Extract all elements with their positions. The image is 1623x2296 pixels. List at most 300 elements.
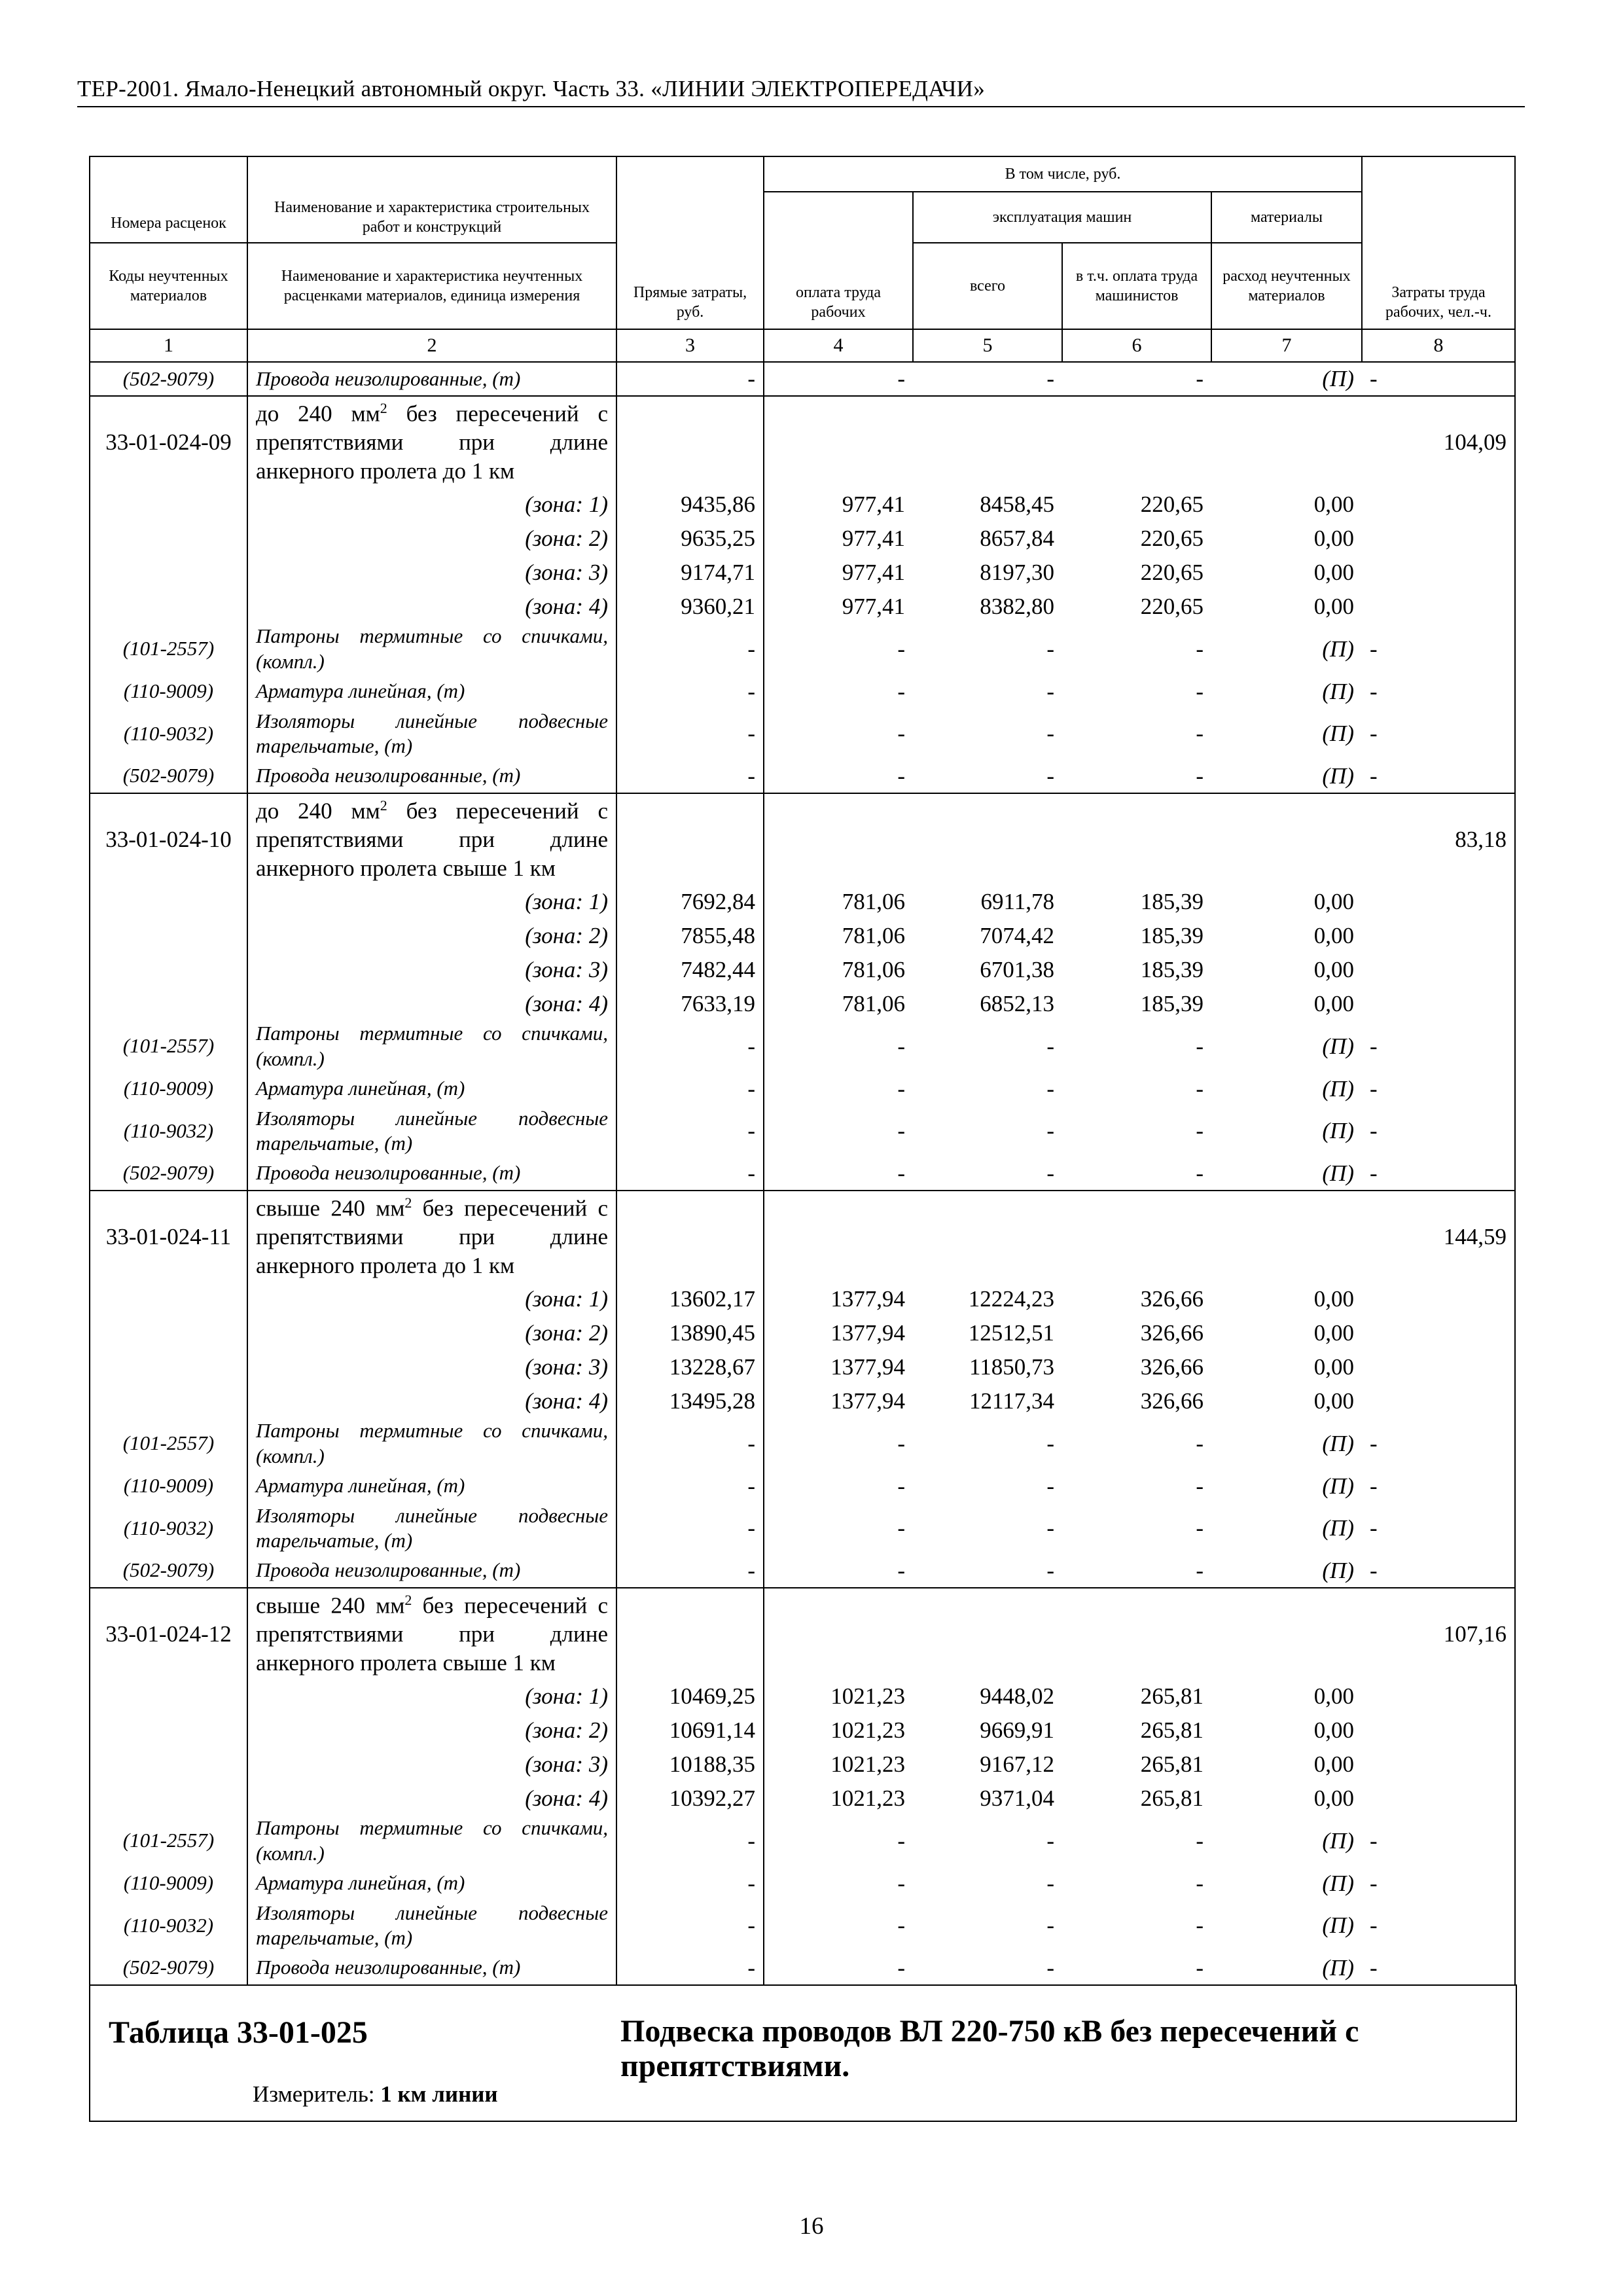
material-name: Арматура линейная, (т) — [247, 675, 616, 709]
rates-table — [89, 156, 1516, 1986]
material-labor: - — [897, 1827, 905, 1854]
material-direct: - — [616, 1554, 764, 1588]
empty-cell — [90, 488, 247, 522]
empty-cell — [90, 1316, 247, 1350]
direct-cost: 13890,45 — [616, 1316, 764, 1350]
worker-pay: 1377,94 — [830, 1320, 905, 1346]
empty-cell — [1211, 793, 1362, 885]
empty-cell — [1362, 885, 1515, 919]
unit-exponent: 2 — [404, 1194, 412, 1211]
material-machines: - — [913, 1951, 1062, 1985]
material-usage: 0,00 — [1313, 1751, 1354, 1778]
material-hours: - — [1362, 1418, 1515, 1469]
material-code: (110-9032) — [90, 709, 247, 760]
measure-value: 1 км линии — [380, 2081, 498, 2107]
material-code: (110-9009) — [90, 1867, 247, 1901]
material-direct: - — [616, 1951, 764, 1985]
machines-total: 9371,04 — [980, 1785, 1054, 1812]
zone-label: (зона: 2) — [247, 522, 616, 556]
direct-cost: 7633,19 — [616, 987, 764, 1021]
zone-row — [90, 1782, 1515, 1816]
zone-row — [90, 556, 1515, 590]
rate-row — [90, 1588, 1515, 1679]
material-hours: - — [1362, 1157, 1515, 1191]
material-direct: - — [616, 1469, 764, 1503]
material-name: Арматура линейная, (т) — [247, 1469, 616, 1503]
machines-total: 6911,78 — [980, 889, 1054, 915]
material-code: (110-9032) — [90, 1503, 247, 1554]
worker-pay: 977,41 — [842, 526, 905, 552]
zone-label: (зона: 4) — [247, 1384, 616, 1418]
material-labor: - — [897, 1515, 905, 1541]
machines-total: 6701,38 — [980, 957, 1054, 983]
labor-hours: 83,18 — [1362, 793, 1515, 885]
machinist-pay: 220,65 — [1140, 492, 1204, 518]
labor-hours: 107,16 — [1362, 1588, 1515, 1679]
material-machines: - — [1046, 636, 1054, 662]
material-usage: (П) — [1322, 1075, 1354, 1102]
machines-total: 12512,51 — [968, 1320, 1054, 1346]
material-labor: - — [897, 1870, 905, 1896]
material-direct: - — [616, 709, 764, 760]
rate-description-text: до 240 мм — [256, 401, 380, 427]
zone-label: (зона: 1) — [247, 1282, 616, 1316]
material-usage: 0,00 — [1313, 1286, 1354, 1312]
material-row — [90, 1816, 1515, 1867]
material-code: (502-9079) — [90, 362, 247, 396]
material-usage: 0,00 — [1313, 560, 1354, 586]
zone-row — [90, 522, 1515, 556]
empty-cell — [1362, 1713, 1515, 1748]
material-direct: - — [616, 624, 764, 675]
header-including: В том числе, руб. — [764, 156, 1362, 192]
material-row — [90, 675, 1515, 709]
next-table-description: Подвеска проводов ВЛ 220-750 кВ без пересечений с препятствиями. — [620, 2014, 1359, 2083]
material-machinist: - — [1196, 1827, 1204, 1854]
material-machinist: - — [1196, 1912, 1204, 1939]
material-usage: 0,00 — [1313, 1354, 1354, 1380]
machines-total: 8657,84 — [980, 526, 1054, 552]
material-direct: - — [616, 1901, 764, 1952]
zone-row — [90, 1350, 1515, 1384]
zone-row — [90, 1384, 1515, 1418]
material-direct: - — [616, 1072, 764, 1106]
machines-total: 12224,23 — [968, 1286, 1054, 1312]
material-usage: 0,00 — [1313, 1683, 1354, 1710]
empty-cell — [1362, 1384, 1515, 1418]
material-labor: - — [897, 1033, 905, 1059]
worker-pay: 781,06 — [842, 923, 905, 949]
header-machinist-pay: в т.ч. оплата труда машинистов — [1062, 243, 1211, 329]
machinist-pay: 265,81 — [1140, 1751, 1204, 1778]
material-direct: - — [616, 1503, 764, 1554]
material-code: (502-9079) — [90, 1554, 247, 1588]
rate-row — [90, 793, 1515, 885]
material-usage: (П) — [1322, 762, 1354, 789]
material-machines: - — [1046, 1075, 1054, 1102]
rate-description — [247, 1191, 616, 1282]
unit-exponent: 2 — [404, 1591, 412, 1608]
material-name: Изоляторы линейные подвесные тарельчатые, (т) — [247, 1901, 616, 1952]
material-code: (110-9032) — [90, 1106, 247, 1157]
empty-cell — [616, 396, 764, 488]
zone-label: (зона: 1) — [247, 488, 616, 522]
material-machinist: - — [1196, 1870, 1204, 1896]
machinist-pay: 326,66 — [1140, 1388, 1204, 1414]
empty-cell — [764, 1588, 913, 1679]
rate-description-text: свыше 240 мм — [256, 1592, 405, 1619]
material-usage: (П) — [1322, 1430, 1354, 1456]
material-row — [90, 1106, 1515, 1157]
material-labor: - — [897, 678, 905, 704]
material-code: (101-2557) — [90, 1021, 247, 1072]
material-row — [90, 1867, 1515, 1901]
material-row — [90, 709, 1515, 760]
zone-label: (зона: 3) — [247, 1350, 616, 1384]
material-machinist: - — [1196, 1118, 1204, 1144]
header-direct-costs: Прямые затраты, руб. — [616, 156, 764, 329]
zone-row — [90, 1713, 1515, 1748]
material-usage: (П) — [1322, 721, 1354, 747]
empty-cell — [90, 1384, 247, 1418]
direct-cost: 7855,48 — [616, 919, 764, 953]
material-code: (502-9079) — [90, 759, 247, 793]
material-hours: - — [1362, 1867, 1515, 1901]
header-rate-number: Номера расценок — [90, 156, 247, 243]
page-number: 16 — [799, 2213, 824, 2240]
header-materials: материалы — [1211, 192, 1362, 243]
material-usage: (П) — [1322, 1827, 1354, 1854]
material-machinist: - — [1196, 1160, 1204, 1186]
material-row — [90, 1469, 1515, 1503]
material-usage: 0,00 — [1313, 923, 1354, 949]
worker-pay: 781,06 — [842, 889, 905, 915]
material-labor: - — [764, 1951, 913, 1985]
material-labor: - — [897, 1430, 905, 1456]
material-hours: - — [1362, 624, 1515, 675]
material-name: Арматура линейная, (т) — [247, 1867, 616, 1901]
direct-cost: 9635,25 — [616, 522, 764, 556]
material-name: Провода неизолированные, (т) — [247, 759, 616, 793]
column-number: 7 — [1211, 329, 1362, 362]
machines-total: 7074,42 — [980, 923, 1054, 949]
machines-total: 9448,02 — [980, 1683, 1054, 1710]
material-labor: - — [897, 1557, 905, 1583]
direct-cost: 9435,86 — [616, 488, 764, 522]
material-machines: - — [1046, 1160, 1054, 1186]
empty-cell — [913, 1191, 1062, 1282]
empty-cell — [1211, 1191, 1362, 1282]
rate-code: 33-01-024-09 — [90, 396, 247, 488]
zone-row — [90, 1679, 1515, 1713]
material-direct: - — [616, 1418, 764, 1469]
header-labor-hours: Затраты труда рабочих, чел.-ч. — [1362, 156, 1515, 329]
header-rule — [77, 106, 1525, 107]
material-hours: - — [1362, 1503, 1515, 1554]
material-hours: - — [1362, 709, 1515, 760]
direct-cost: 10392,27 — [616, 1782, 764, 1816]
material-direct: - — [616, 362, 764, 396]
empty-cell — [90, 590, 247, 624]
material-name: Изоляторы линейные подвесные тарельчатые, (т) — [247, 709, 616, 760]
material-name: Патроны термитные со спичками, (компл.) — [247, 1021, 616, 1072]
material-usage: 0,00 — [1313, 492, 1354, 518]
direct-cost: 10469,25 — [616, 1679, 764, 1713]
machinist-pay: 265,81 — [1140, 1785, 1204, 1812]
material-machinist: - — [1196, 1033, 1204, 1059]
empty-cell — [90, 1782, 247, 1816]
empty-cell — [1062, 793, 1211, 885]
material-code: (110-9009) — [90, 1072, 247, 1106]
material-direct: - — [616, 1106, 764, 1157]
empty-cell — [90, 919, 247, 953]
running-header: ТЕР-2001. Ямало-Ненецкий автономный округ. Часть 33. «ЛИНИИ ЭЛЕКТРОПЕРЕДАЧИ» — [77, 76, 986, 101]
material-machines: - — [1046, 1557, 1054, 1583]
column-number: 1 — [90, 329, 247, 362]
direct-cost: 9360,21 — [616, 590, 764, 624]
material-usage: 0,00 — [1313, 526, 1354, 552]
empty-cell — [90, 1350, 247, 1384]
material-name: Патроны термитные со спичками, (компл.) — [247, 624, 616, 675]
material-labor: - — [897, 1473, 905, 1499]
empty-cell — [764, 1191, 913, 1282]
machinist-pay: 265,81 — [1140, 1717, 1204, 1744]
material-row — [90, 1157, 1515, 1191]
worker-pay: 781,06 — [842, 957, 905, 983]
direct-cost: 13228,67 — [616, 1350, 764, 1384]
material-usage: (П) — [1211, 1951, 1362, 1985]
empty-cell — [90, 1282, 247, 1316]
material-name: Патроны термитные со спичками, (компл.) — [247, 1418, 616, 1469]
rate-description-text: свыше 240 мм — [256, 1195, 405, 1221]
material-usage: 0,00 — [1313, 889, 1354, 915]
empty-cell — [1362, 556, 1515, 590]
worker-pay: 977,41 — [842, 492, 905, 518]
rate-code: 33-01-024-12 — [90, 1588, 247, 1679]
material-direct: - — [616, 1867, 764, 1901]
column-number: 3 — [616, 329, 764, 362]
empty-cell — [1062, 1191, 1211, 1282]
material-hours: - — [1362, 1951, 1515, 1985]
header-material-usage: расход неучтенных материалов — [1211, 243, 1362, 329]
material-machines: - — [1046, 1118, 1054, 1144]
material-code: (110-9032) — [90, 1901, 247, 1952]
zone-row — [90, 1282, 1515, 1316]
material-usage: 0,00 — [1313, 1785, 1354, 1812]
zone-label: (зона: 4) — [247, 590, 616, 624]
rate-code: 33-01-024-10 — [90, 793, 247, 885]
header-material-names: Наименование и характеристика неучтенных расценками материалов, единица измерения — [247, 243, 616, 329]
material-name: Изоляторы линейные подвесные тарельчатые, (т) — [247, 1503, 616, 1554]
zone-row — [90, 919, 1515, 953]
material-name: Провода неизолированные, (т) — [247, 1951, 616, 1985]
material-labor: - — [897, 721, 905, 747]
material-row — [90, 1021, 1515, 1072]
material-usage: (П) — [1322, 1515, 1354, 1541]
material-usage: 0,00 — [1313, 1320, 1354, 1346]
rate-description-text: без пересечений с препятствиями при длине анкерного пролета до 1 км — [256, 1195, 609, 1278]
rate-row — [90, 396, 1515, 488]
material-hours: - — [1362, 362, 1515, 396]
material-row — [90, 759, 1515, 793]
empty-cell — [616, 1191, 764, 1282]
direct-cost: 10188,35 — [616, 1748, 764, 1782]
machinist-pay: 326,66 — [1140, 1286, 1204, 1312]
material-machinist: - — [1196, 1515, 1204, 1541]
zone-label: (зона: 3) — [247, 1748, 616, 1782]
header-machines: эксплуатация машин — [913, 192, 1211, 243]
labor-hours: 104,09 — [1362, 396, 1515, 488]
material-labor: - — [897, 762, 905, 789]
zone-row — [90, 953, 1515, 987]
material-labor: - — [897, 1912, 905, 1939]
machinist-pay: 326,66 — [1140, 1320, 1204, 1346]
material-labor: - — [897, 1075, 905, 1102]
empty-cell — [1362, 919, 1515, 953]
zone-label: (зона: 2) — [247, 919, 616, 953]
machines-total: 11850,73 — [969, 1354, 1054, 1380]
column-number: 8 — [1362, 329, 1515, 362]
header-worker-pay: оплата труда рабочих — [764, 192, 913, 329]
zone-row — [90, 885, 1515, 919]
zone-label: (зона: 3) — [247, 953, 616, 987]
worker-pay: 1021,23 — [830, 1683, 905, 1710]
material-machines: - — [1046, 1515, 1054, 1541]
material-machines: - — [1046, 721, 1054, 747]
empty-cell — [1211, 396, 1362, 488]
next-table-block — [89, 1984, 1517, 2122]
material-name: Провода неизолированные, (т) — [247, 1554, 616, 1588]
material-code: (101-2557) — [90, 624, 247, 675]
material-usage: 0,00 — [1313, 1717, 1354, 1744]
zone-row — [90, 590, 1515, 624]
material-machines: - — [1046, 1912, 1054, 1939]
material-usage: (П) — [1322, 1870, 1354, 1896]
empty-cell — [913, 793, 1062, 885]
zone-row — [90, 1748, 1515, 1782]
rate-description-text: без пересечений с препятствиями при длине анкерного пролета свыше 1 км — [256, 798, 608, 881]
material-name: Провода неизолированные, (т) — [247, 1157, 616, 1191]
direct-cost: 13495,28 — [616, 1384, 764, 1418]
empty-cell — [1362, 522, 1515, 556]
material-hours: - — [1362, 1816, 1515, 1867]
material-usage: (П) — [1322, 1033, 1354, 1059]
direct-cost: 7482,44 — [616, 953, 764, 987]
machinist-pay: 220,65 — [1140, 560, 1204, 586]
machinist-pay: 185,39 — [1140, 889, 1204, 915]
worker-pay: 781,06 — [842, 991, 905, 1017]
material-row — [90, 1951, 1515, 1985]
worker-pay: 1377,94 — [830, 1286, 905, 1312]
unit-exponent: 2 — [380, 399, 387, 416]
material-usage: (П) — [1322, 1118, 1354, 1144]
direct-cost: 9174,71 — [616, 556, 764, 590]
material-code: (101-2557) — [90, 1816, 247, 1867]
material-usage: (П) — [1322, 366, 1354, 392]
empty-cell — [1362, 488, 1515, 522]
rate-description-text: без пересечений с препятствиями при длине анкерного пролета до 1 км — [256, 401, 608, 484]
material-direct: - — [616, 1021, 764, 1072]
material-code: (110-9009) — [90, 1469, 247, 1503]
measure-label: Измеритель: — [253, 2081, 381, 2107]
material-machinist: - — [1196, 366, 1204, 392]
zone-row — [90, 987, 1515, 1021]
direct-cost: 13602,17 — [616, 1282, 764, 1316]
empty-cell — [764, 793, 913, 885]
material-hours: - — [1362, 1106, 1515, 1157]
empty-cell — [90, 1748, 247, 1782]
zone-label: (зона: 2) — [247, 1316, 616, 1350]
material-labor: - — [897, 1118, 905, 1144]
unit-exponent: 2 — [380, 797, 387, 814]
material-usage: (П) — [1322, 1473, 1354, 1499]
empty-cell — [1362, 1350, 1515, 1384]
material-labor: - — [897, 1160, 905, 1186]
material-usage: (П) — [1322, 678, 1354, 704]
labor-hours: 144,59 — [1362, 1191, 1515, 1282]
material-machines: - — [1046, 678, 1054, 704]
column-number: 2 — [247, 329, 616, 362]
worker-pay: 977,41 — [842, 560, 905, 586]
rate-description — [247, 793, 616, 885]
rate-description — [247, 396, 616, 488]
material-code: (101-2557) — [90, 1418, 247, 1469]
material-row — [90, 362, 1515, 396]
empty-cell — [764, 396, 913, 488]
empty-cell — [1211, 1588, 1362, 1679]
material-direct: - — [616, 759, 764, 793]
material-usage: (П) — [1322, 636, 1354, 662]
empty-cell — [913, 1588, 1062, 1679]
zone-label: (зона: 2) — [247, 1713, 616, 1748]
empty-cell — [1362, 1679, 1515, 1713]
material-machinist: - — [1196, 1557, 1204, 1583]
material-machines: - — [1046, 1033, 1054, 1059]
machines-total: 9669,91 — [980, 1717, 1054, 1744]
machines-total: 6852,13 — [980, 991, 1054, 1017]
worker-pay: 1021,23 — [830, 1785, 905, 1812]
column-number: 4 — [764, 329, 913, 362]
material-usage: 0,00 — [1313, 594, 1354, 620]
material-hours: - — [1362, 759, 1515, 793]
machinist-pay: 185,39 — [1140, 957, 1204, 983]
material-name: Патроны термитные со спичками, (компл.) — [247, 1816, 616, 1867]
empty-cell — [913, 396, 1062, 488]
zone-row — [90, 488, 1515, 522]
next-table-title: Таблица 33-01-025 — [109, 2015, 368, 2050]
material-direct: - — [616, 675, 764, 709]
worker-pay: 1377,94 — [830, 1388, 905, 1414]
material-machinist: - — [1196, 678, 1204, 704]
rate-description — [247, 1588, 616, 1679]
zone-label: (зона: 1) — [247, 1679, 616, 1713]
empty-cell — [90, 1679, 247, 1713]
material-machinist: - — [1196, 636, 1204, 662]
worker-pay: 1377,94 — [830, 1354, 905, 1380]
material-machinist: - — [1062, 1951, 1211, 1985]
empty-cell — [1362, 1282, 1515, 1316]
material-machinist: - — [1196, 721, 1204, 747]
material-machines: - — [1046, 1473, 1054, 1499]
material-machinist: - — [1196, 1430, 1204, 1456]
rate-description-text: без пересечений с препятствиями при длине анкерного пролета свыше 1 км — [256, 1592, 609, 1676]
material-name: Провода неизолированные, (т) — [247, 362, 616, 396]
material-row — [90, 1503, 1515, 1554]
material-hours: - — [1362, 675, 1515, 709]
material-hours: - — [1362, 1901, 1515, 1952]
worker-pay: 977,41 — [842, 594, 905, 620]
material-row — [90, 624, 1515, 675]
